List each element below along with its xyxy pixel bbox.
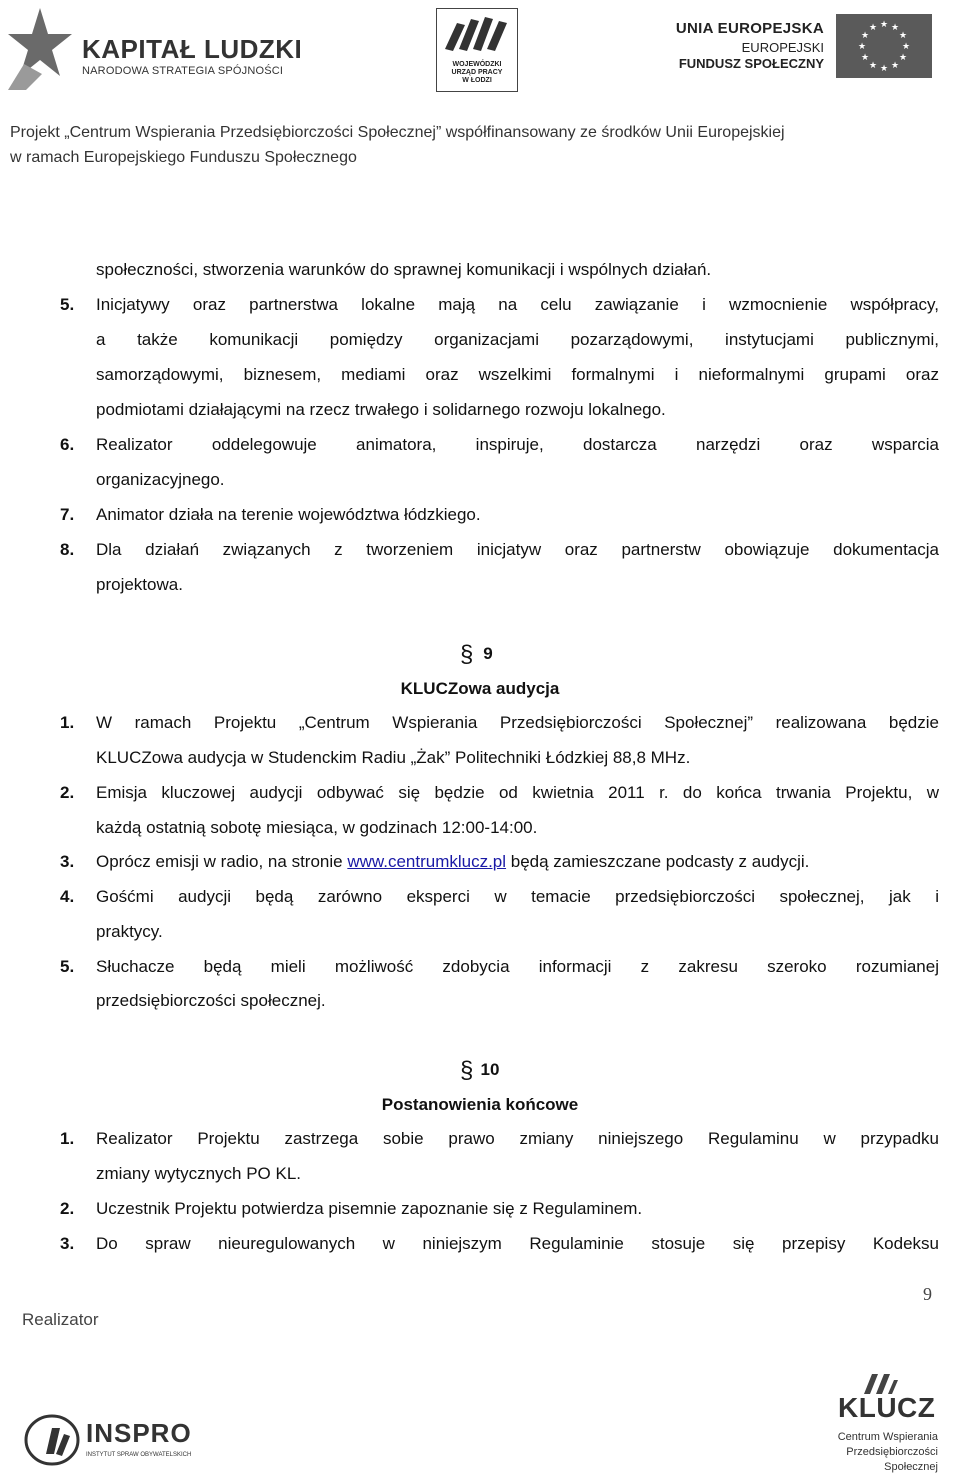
item-text-line: zmiany wytycznych PO KL. xyxy=(96,1164,302,1183)
svg-text:★: ★ xyxy=(898,31,908,41)
svg-text:★: ★ xyxy=(901,42,911,52)
item-number: 8. xyxy=(60,540,75,559)
page-header xyxy=(0,0,960,166)
star-icon xyxy=(4,4,74,90)
svg-text:★: ★ xyxy=(857,42,867,52)
wup-text-line: W ŁODZI xyxy=(462,77,492,84)
ue-line3: FUNDUSZ SPOŁECZNY xyxy=(678,56,824,71)
wup-logo xyxy=(436,8,518,92)
item-number: 1. xyxy=(60,713,75,732)
project-line: w ramach Europejskiego Funduszu Społecznego xyxy=(10,149,357,166)
item-text-line: Uczestnik Projektu potwierdza pisemnie zapoznanie się z Regulaminem. xyxy=(96,1199,643,1218)
ue-text-block xyxy=(676,20,824,71)
eu-flag-icon xyxy=(836,14,932,78)
svg-text:★: ★ xyxy=(879,64,889,74)
kapital-ludzki-subtitle: NARODOWA STRATEGIA SPÓJNOŚCI xyxy=(82,65,284,77)
item-text-line: Do spraw nieuregulowanych w niniejszym Regulaminie stosuje się przepisy Kodeksu xyxy=(96,1234,939,1253)
kapital-ludzki-title: KAPITAŁ LUDZKI xyxy=(82,34,303,64)
item-number: 7. xyxy=(60,505,75,524)
inspro-logo xyxy=(24,1410,194,1470)
svg-text:★: ★ xyxy=(890,61,900,71)
section-number: 10 xyxy=(480,1060,500,1079)
wup-text-line: URZĄD PRACY xyxy=(451,69,503,76)
kapital-ludzki-logo xyxy=(4,4,304,90)
item-text-line: samorządowymi, biznesem, mediami oraz wszelkimi formalnymi i nieformalnymi grupami oraz xyxy=(96,365,939,384)
svg-text:★: ★ xyxy=(868,23,878,33)
item-text-line: Realizator Projektu zastrzega sobie prawo zmiany niniejszego Regulaminu w przypadku xyxy=(96,1129,939,1148)
item-text-line: W ramach Projektu „Centrum Wspierania Przedsiębiorczości Społecznej” realizowana będzie xyxy=(96,713,939,732)
item-number: 3. xyxy=(60,1234,75,1253)
item-text-line: Emisja kluczowej audycji odbywać się będzie od kwietnia 2011 r. do końca trwania Projektu, w xyxy=(96,783,939,802)
klucz-logo xyxy=(816,1372,956,1477)
svg-text:★: ★ xyxy=(898,53,908,63)
section-number: 9 xyxy=(483,644,493,663)
continuation-line: społeczności, stworzenia warunków do sprawnej komunikacji i wspólnych działań. xyxy=(96,260,712,279)
klucz-subtitle: Centrum Wspierania Przedsiębiorczości Społecznej xyxy=(837,1431,938,1473)
svg-text:★: ★ xyxy=(868,61,878,71)
wup-emblem-icon xyxy=(437,11,515,57)
svg-text:★: ★ xyxy=(890,23,900,33)
item-number: 4. xyxy=(60,887,75,906)
page-number: 9 xyxy=(923,1284,932,1304)
item-text-line: organizacyjnego. xyxy=(96,470,225,489)
item-text-line: Dla działań związanych z tworzeniem inicjatyw oraz partnerstw obowiązuje dokumentacja xyxy=(96,540,939,559)
svg-text:★: ★ xyxy=(860,53,870,63)
item-text-line: przedsiębiorczości społecznej. xyxy=(96,991,326,1010)
inspro-emblem-icon xyxy=(24,1410,84,1470)
inspro-name: INSPRO xyxy=(86,1418,192,1448)
item-text-line: każdą ostatnią sobotę miesiąca, w godzinach 12:00-14:00. xyxy=(96,818,538,837)
item-number: 1. xyxy=(60,1129,75,1148)
item-number: 2. xyxy=(60,1199,75,1218)
item-number: 5. xyxy=(60,957,75,976)
wup-text-line: WOJEWÓDZKI xyxy=(452,61,502,68)
ue-line2: EUROPEJSKI xyxy=(741,40,824,55)
section-title: KLUCZowa audycja xyxy=(400,679,560,698)
svg-text:★: ★ xyxy=(879,20,889,30)
section-symbol: § xyxy=(460,641,474,668)
ue-line1: UNIA EUROPEJSKA xyxy=(675,20,824,37)
inspro-subtitle: INSTYTUT SPRAW OBYWATELSKICH xyxy=(86,1452,192,1458)
item-text-line: Inicjatywy oraz partnerstwa lokalne mają na celu zawiązanie i wzmocnienie współpracy, xyxy=(96,295,939,314)
item-text-line: a także komunikacji pomiędzy organizacjami pozarządowymi, instytucjami publicznymi, xyxy=(96,330,939,349)
section-title: Postanowienia końcowe xyxy=(381,1095,579,1114)
item-number: 2. xyxy=(60,783,75,802)
website-link[interactable]: www.centrumklucz.pl xyxy=(347,852,507,871)
section-symbol: § xyxy=(460,1057,474,1084)
item-number: 3. xyxy=(60,852,75,871)
project-line: Projekt „Centrum Wspierania Przedsiębiorczości Społecznej” współfinansowany ze środków Unii Europejskiej xyxy=(10,124,785,141)
svg-text:★: ★ xyxy=(860,31,870,41)
item-text-line: projektowa. xyxy=(96,575,183,594)
project-description xyxy=(10,120,785,170)
item-number: 5. xyxy=(60,295,75,314)
item-text-line: Animator działa na terenie województwa łódzkiego. xyxy=(96,505,481,524)
item-text-line: podmiotami działającymi na rzecz trwałego i solidarnego rozwoju lokalnego. xyxy=(96,400,666,419)
klucz-name: KLUCZ xyxy=(838,1392,936,1423)
item-text-line: Słuchacze będą mieli możliwość zdobycia informacji z zakresu szeroko rozumianej xyxy=(96,957,939,976)
item-text-line: Oprócz emisji w radio, na stronie www.centrumklucz.pl będą zamieszczane podcasty z audycji. xyxy=(96,852,810,871)
item-text-line: praktycy. xyxy=(96,922,163,941)
item-number: 6. xyxy=(60,435,75,454)
item-text-line: Gośćmi audycji będą zarówno eksperci w temacie przedsiębiorczości społecznej, jak i xyxy=(96,887,939,906)
item-text-line: Realizator oddelegowuje animatora, inspiruje, dostarcza narzędzi oraz wsparcia xyxy=(96,435,939,454)
item-text-line: KLUCZowa audycja w Studenckim Radiu „Żak” Politechniki Łódzkiej 88,8 MHz. xyxy=(96,748,691,767)
footer-realizator-label: Realizator xyxy=(22,1310,99,1329)
